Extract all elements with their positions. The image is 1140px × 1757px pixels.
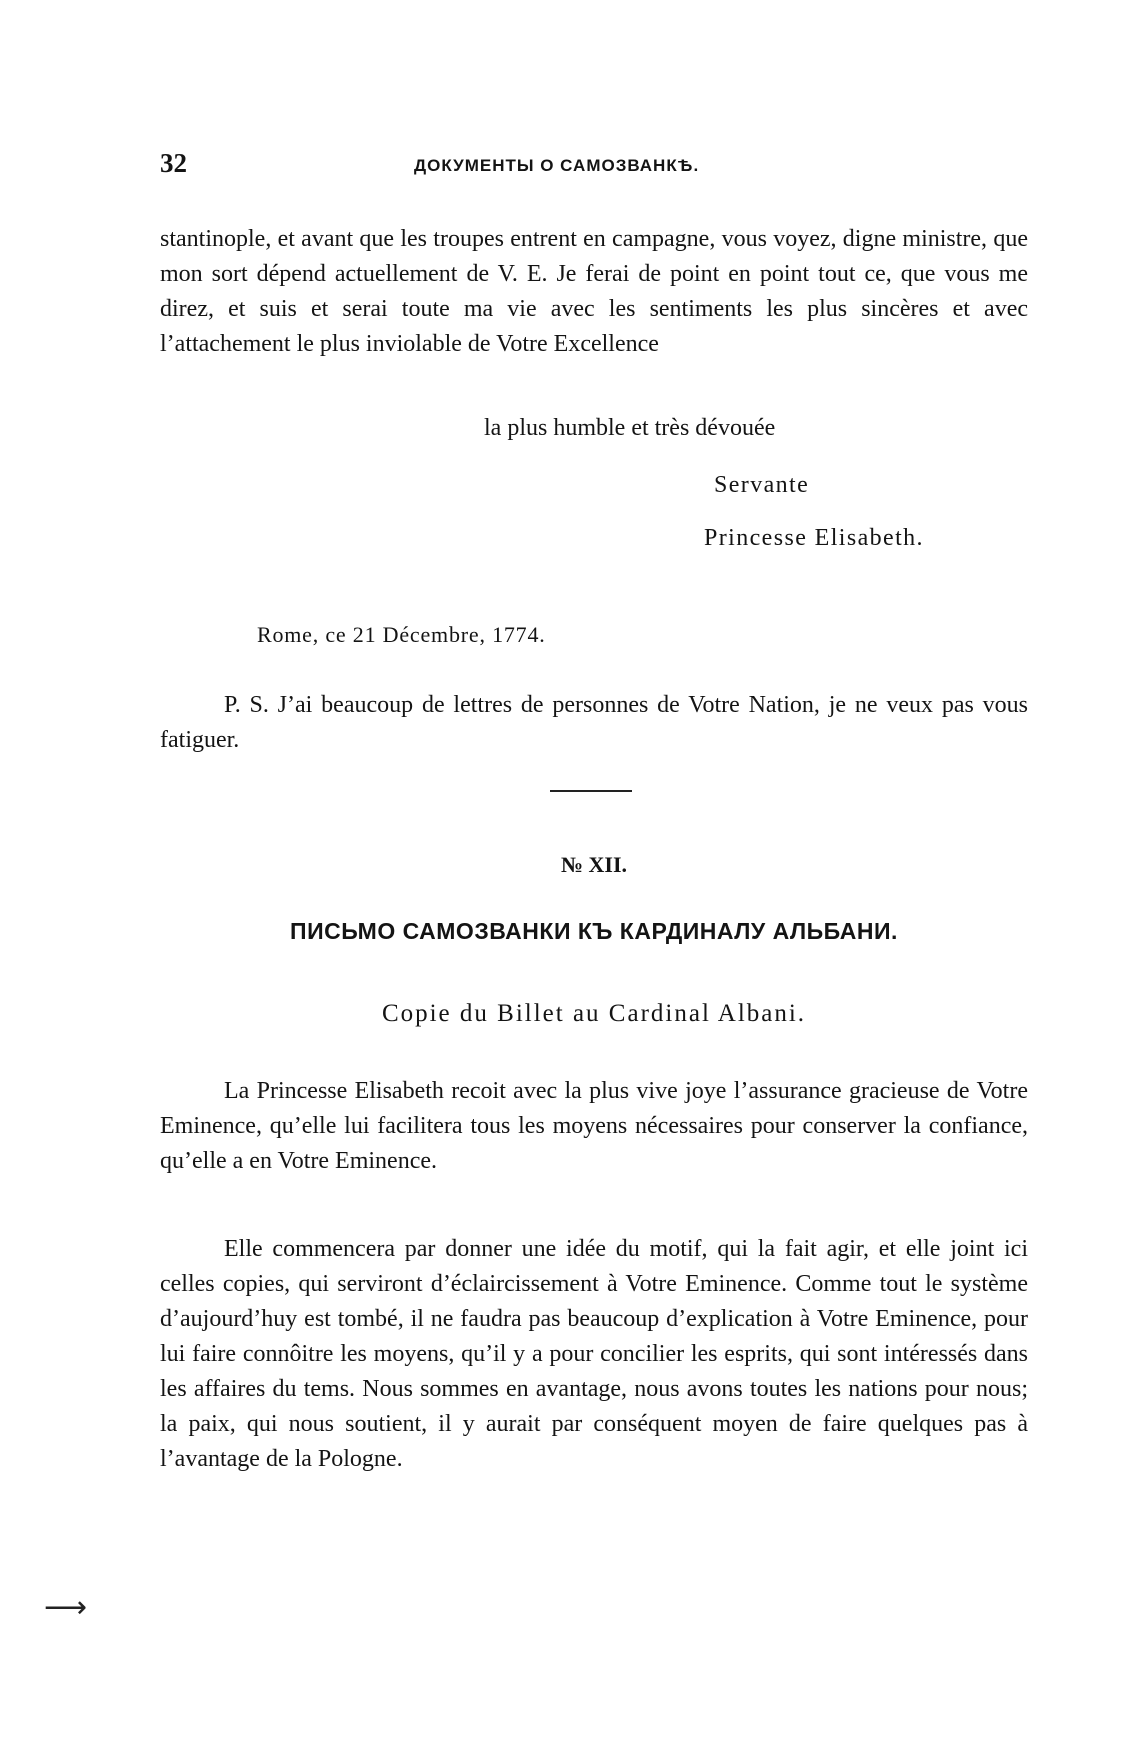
document-paragraph-1: La Princesse Elisabeth recoit avec la plus vive joye l’assurance gracieuse de Votre Eminence, qu’elle lui facilitera tous les moyens nécessaires pour conserver la confiance, qu’elle a en Votre Eminence. [160,1078,1028,1174]
dateline: Rome, ce 21 Décembre, 1774. [257,622,546,647]
closing-servante: Servante [714,472,810,498]
closing-line: la plus humble et très dévouée [484,415,776,441]
document-subtitle: Copie du Billet au Cardinal Albani. [381,1000,807,1027]
page-number: 32 [160,148,187,178]
document-paragraph-2: Elle commencera par donner une idée du motif, qui la fait agir, et elle joint ici celles copies, qui serviront d’éclaircissement à Votre Eminence. Comme tout le système d’aujourd’huy est tombé, il ne faudra pas beaucoup d’explication à Votre Eminence, pour lui faire connôitre les moyens, qu’il y a pour concilier les esprits, qui sont intéressés dans les affaires du tems. Nous sommes en avantage, nous avons toutes les nations pour nous; la paix, qui nous soutient, il y aurait par conséquent moyen de faire quelques pas à l’avantage de la Pologne. [160,1236,1028,1472]
section-divider [550,790,632,792]
arrow-icon: ⟶ [44,1590,88,1625]
signature: Princesse Elisabeth. [704,525,924,551]
document-number: № XII. [560,852,628,877]
document-russian-title: ПИСЬМО САМОЗВАНКИ КЪ КАРДИНАЛУ АЛЬБАНИ. [290,918,898,944]
book-page [160,0,1028,1757]
letter-continuation: stantinople, et avant que les troupes entrent en campagne, vous voyez, digne ministre, que mon sort dépend actuellement de V. E. Je ferai de point en point tout ce, que vous me direz, et suis et serai toute ma vie avec les sentiments les plus sincères et avec l’attachement le plus inviolable de Votre Excellence [160,226,1028,357]
running-head-title: ДОКУМЕНТЫ О САМОЗВАНКѢ. [414,156,700,175]
postscript: P. S. J’ai beaucoup de lettres de personnes de Votre Nation, je ne veux pas vous fatiguer. [160,692,1028,753]
running-head [160,148,1028,182]
